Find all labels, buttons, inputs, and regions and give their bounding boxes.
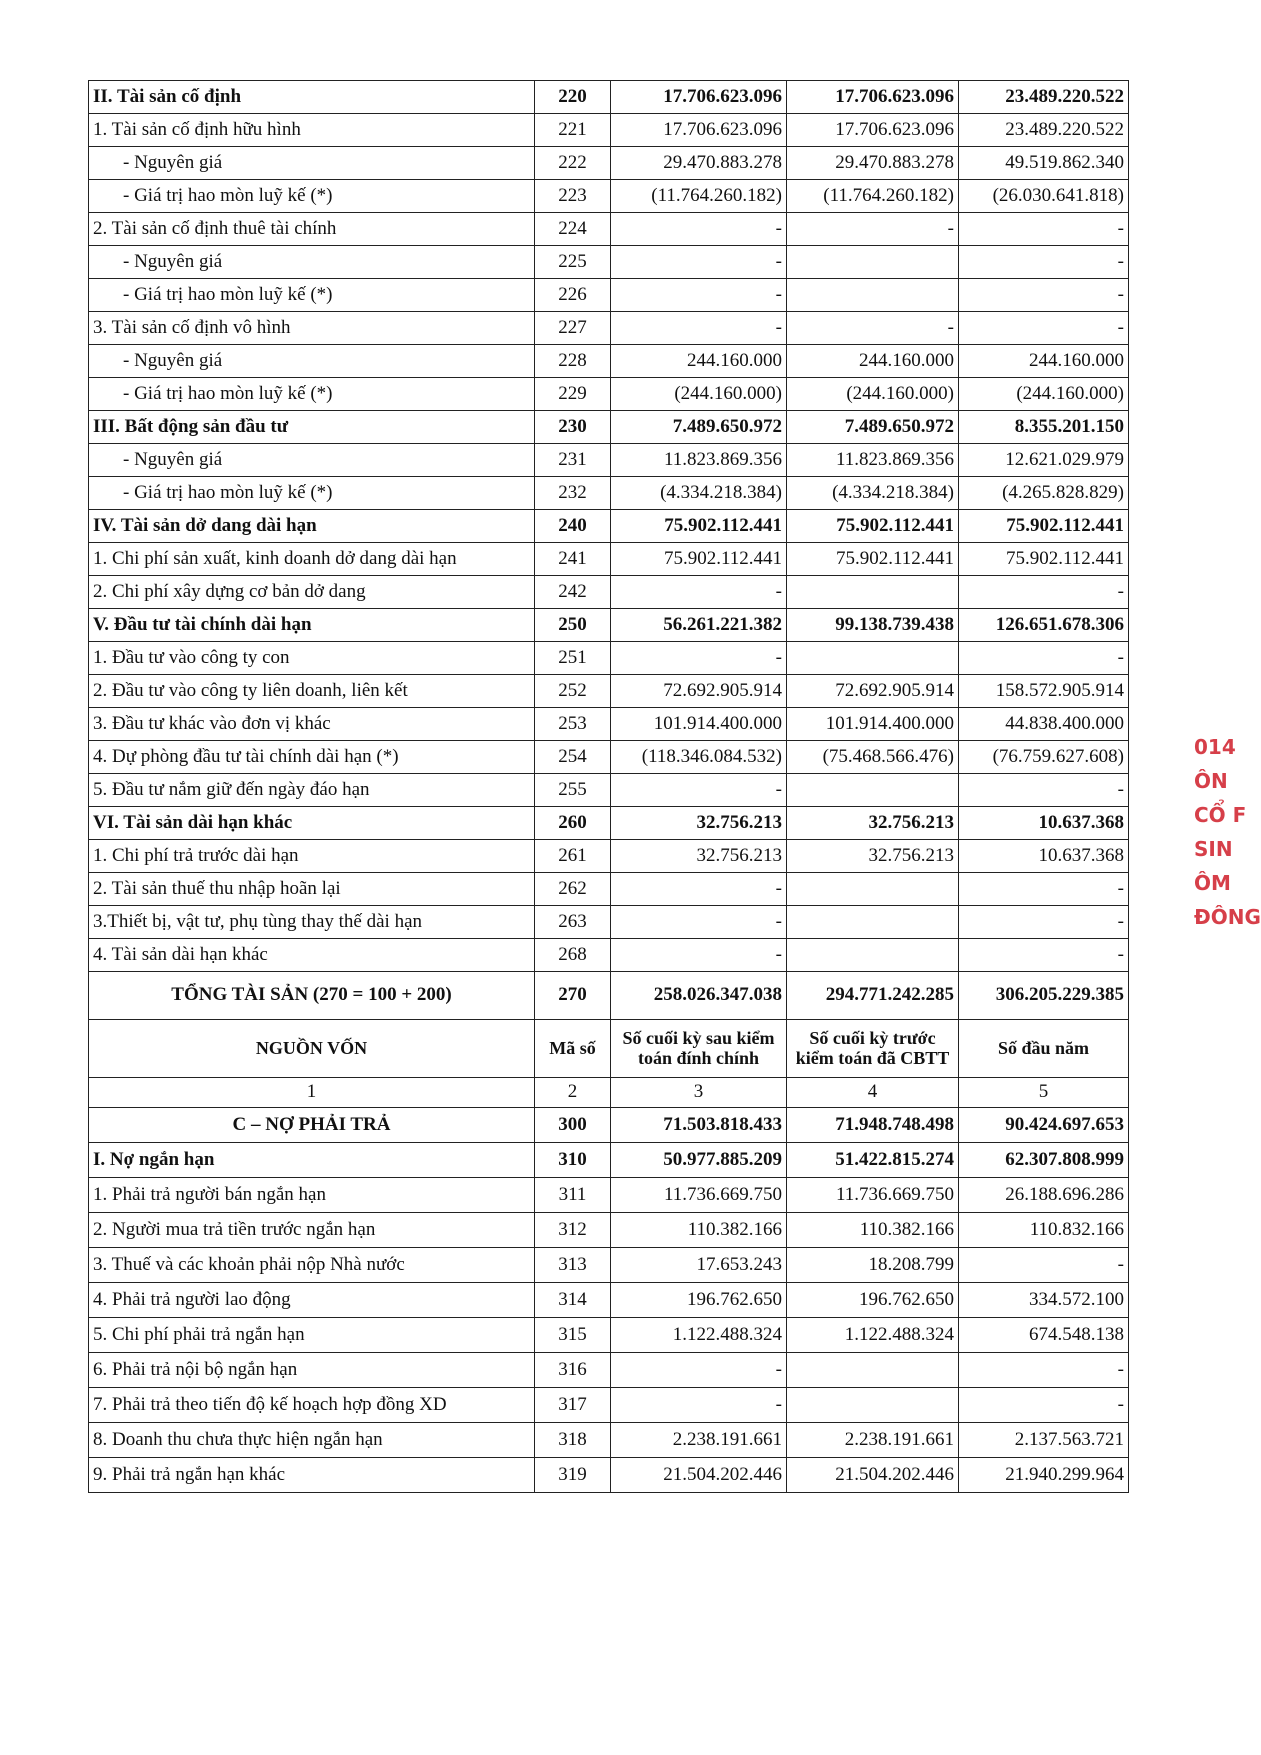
row-code: 313 — [535, 1248, 611, 1283]
row-value-col5: - — [959, 1388, 1129, 1423]
asset-row — [89, 180, 1129, 213]
row-value-col3: 56.261.221.382 — [611, 609, 787, 642]
asset-row — [89, 609, 1129, 642]
row-label: II. Tài sản cố định — [89, 81, 535, 114]
stamp-text: ÔN — [1194, 769, 1228, 793]
index-2: 2 — [535, 1078, 611, 1108]
row-value-col4: 21.504.202.446 — [787, 1458, 959, 1493]
row-label: 9. Phải trả ngắn hạn khác — [89, 1458, 535, 1493]
row-value-col3: - — [611, 1388, 787, 1423]
liability-row — [89, 1213, 1129, 1248]
row-value-col3: 7.489.650.972 — [611, 411, 787, 444]
asset-row — [89, 246, 1129, 279]
row-value-col5: - — [959, 873, 1129, 906]
row-code: 263 — [535, 906, 611, 939]
row-value-col4: (11.764.260.182) — [787, 180, 959, 213]
row-value-col5: - — [959, 939, 1129, 972]
asset-row — [89, 147, 1129, 180]
row-label: 3. Tài sản cố định vô hình — [89, 312, 535, 345]
row-label: - Giá trị hao mòn luỹ kế (*) — [89, 378, 535, 411]
row-label: 8. Doanh thu chưa thực hiện ngắn hạn — [89, 1423, 535, 1458]
stamp-text: ĐÔNG — [1194, 905, 1261, 929]
row-value-col5: - — [959, 774, 1129, 807]
row-code: 227 — [535, 312, 611, 345]
row-value-col4: 11.823.869.356 — [787, 444, 959, 477]
asset-row — [89, 345, 1129, 378]
row-value-col5: 674.548.138 — [959, 1318, 1129, 1353]
row-value-col4: 110.382.166 — [787, 1213, 959, 1248]
row-value-col3: - — [611, 279, 787, 312]
row-code: 250 — [535, 609, 611, 642]
row-value-col5: - — [959, 642, 1129, 675]
row-value-col4 — [787, 906, 959, 939]
row-code: 222 — [535, 147, 611, 180]
row-value-col3: 32.756.213 — [611, 840, 787, 873]
row-value-col3: 11.736.669.750 — [611, 1178, 787, 1213]
asset-rows — [89, 81, 1129, 972]
row-value-col5: 62.307.808.999 — [959, 1143, 1129, 1178]
row-label: 1. Chi phí sản xuất, kinh doanh dở dang dài hạn — [89, 543, 535, 576]
index-4: 4 — [787, 1078, 959, 1108]
row-code: 300 — [535, 1108, 611, 1143]
row-value-col3: 50.977.885.209 — [611, 1143, 787, 1178]
row-code: 317 — [535, 1388, 611, 1423]
row-label: 2. Chi phí xây dựng cơ bản dở dang — [89, 576, 535, 609]
row-code: 311 — [535, 1178, 611, 1213]
asset-row — [89, 675, 1129, 708]
row-value-col5: (76.759.627.608) — [959, 741, 1129, 774]
row-value-col5: 23.489.220.522 — [959, 114, 1129, 147]
asset-row — [89, 213, 1129, 246]
row-value-col4 — [787, 642, 959, 675]
asset-row — [89, 81, 1129, 114]
balance-sheet — [88, 80, 1128, 1493]
row-value-col3: - — [611, 312, 787, 345]
row-value-col3: 244.160.000 — [611, 345, 787, 378]
asset-row — [89, 840, 1129, 873]
stamp-text: 014 — [1194, 735, 1236, 759]
row-label: 3.Thiết bị, vật tư, phụ tùng thay thế dài hạn — [89, 906, 535, 939]
row-code: 230 — [535, 411, 611, 444]
row-value-col5: - — [959, 213, 1129, 246]
row-label: 2. Đầu tư vào công ty liên doanh, liên kết — [89, 675, 535, 708]
row-value-col3: 72.692.905.914 — [611, 675, 787, 708]
row-label: 2. Tài sản thuế thu nhập hoãn lại — [89, 873, 535, 906]
row-value-col4: 75.902.112.441 — [787, 510, 959, 543]
row-label: - Giá trị hao mòn luỹ kế (*) — [89, 477, 535, 510]
row-value-col5: 8.355.201.150 — [959, 411, 1129, 444]
row-value-col3: 110.382.166 — [611, 1213, 787, 1248]
row-value-col5: (244.160.000) — [959, 378, 1129, 411]
row-code: 260 — [535, 807, 611, 840]
total-assets-c4: 294.771.242.285 — [787, 972, 959, 1020]
row-label: - Nguyên giá — [89, 246, 535, 279]
row-value-col3: - — [611, 1353, 787, 1388]
row-code: 312 — [535, 1213, 611, 1248]
row-label: 3. Thuế và các khoản phải nộp Nhà nước — [89, 1248, 535, 1283]
row-code: 261 — [535, 840, 611, 873]
row-value-col4: 32.756.213 — [787, 840, 959, 873]
row-value-col4 — [787, 1388, 959, 1423]
row-label: - Giá trị hao mòn luỹ kế (*) — [89, 180, 535, 213]
asset-row — [89, 444, 1129, 477]
total-assets-label: TỔNG TÀI SẢN (270 = 100 + 200) — [89, 972, 535, 1020]
row-value-col3: (118.346.084.532) — [611, 741, 787, 774]
asset-row — [89, 873, 1129, 906]
total-assets-row — [89, 972, 1129, 1020]
asset-row — [89, 708, 1129, 741]
liability-row — [89, 1178, 1129, 1213]
row-value-col3: 21.504.202.446 — [611, 1458, 787, 1493]
row-code: 224 — [535, 213, 611, 246]
row-code: 229 — [535, 378, 611, 411]
asset-row — [89, 510, 1129, 543]
asset-row — [89, 411, 1129, 444]
row-code: 241 — [535, 543, 611, 576]
stamp-text: ÔM — [1194, 871, 1231, 895]
row-value-col3: 29.470.883.278 — [611, 147, 787, 180]
row-code: 268 — [535, 939, 611, 972]
row-value-col4: 71.948.748.498 — [787, 1108, 959, 1143]
index-3: 3 — [611, 1078, 787, 1108]
row-value-col5: 90.424.697.653 — [959, 1108, 1129, 1143]
row-value-col5: - — [959, 246, 1129, 279]
row-label: 3. Đầu tư khác vào đơn vị khác — [89, 708, 535, 741]
row-label: I. Nợ ngắn hạn — [89, 1143, 535, 1178]
row-value-col5: - — [959, 1353, 1129, 1388]
asset-row — [89, 939, 1129, 972]
stamp-text: CỔ F — [1194, 803, 1247, 827]
row-value-col5: 2.137.563.721 — [959, 1423, 1129, 1458]
row-value-col5: 75.902.112.441 — [959, 510, 1129, 543]
asset-row — [89, 576, 1129, 609]
header-col4: Số cuối kỳ trước kiểm toán đã CBTT — [787, 1020, 959, 1078]
liability-row — [89, 1283, 1129, 1318]
row-value-col5: 75.902.112.441 — [959, 543, 1129, 576]
row-value-col3: - — [611, 774, 787, 807]
liability-row — [89, 1248, 1129, 1283]
row-value-col4: - — [787, 312, 959, 345]
row-label: III. Bất động sản đầu tư — [89, 411, 535, 444]
row-label: - Nguyên giá — [89, 147, 535, 180]
row-value-col4: 244.160.000 — [787, 345, 959, 378]
row-label: 2. Người mua trả tiền trước ngắn hạn — [89, 1213, 535, 1248]
row-value-col4: 32.756.213 — [787, 807, 959, 840]
row-code: 319 — [535, 1458, 611, 1493]
row-value-col4 — [787, 246, 959, 279]
asset-row — [89, 114, 1129, 147]
row-code: 255 — [535, 774, 611, 807]
row-value-col5: 158.572.905.914 — [959, 675, 1129, 708]
row-code: 220 — [535, 81, 611, 114]
row-label: 4. Tài sản dài hạn khác — [89, 939, 535, 972]
row-value-col5: 10.637.368 — [959, 807, 1129, 840]
asset-row — [89, 642, 1129, 675]
row-code: 318 — [535, 1423, 611, 1458]
row-value-col4: (244.160.000) — [787, 378, 959, 411]
row-value-col4: 11.736.669.750 — [787, 1178, 959, 1213]
row-label: - Giá trị hao mòn luỹ kế (*) — [89, 279, 535, 312]
row-value-col5: - — [959, 279, 1129, 312]
row-value-col3: - — [611, 906, 787, 939]
row-value-col5: 26.188.696.286 — [959, 1178, 1129, 1213]
row-value-col4 — [787, 1353, 959, 1388]
liability-row — [89, 1458, 1129, 1493]
row-value-col4 — [787, 279, 959, 312]
row-value-col4: 7.489.650.972 — [787, 411, 959, 444]
row-value-col3: 71.503.818.433 — [611, 1108, 787, 1143]
asset-row — [89, 807, 1129, 840]
row-label: 1. Phải trả người bán ngắn hạn — [89, 1178, 535, 1213]
row-value-col5: - — [959, 906, 1129, 939]
row-label: 5. Chi phí phải trả ngắn hạn — [89, 1318, 535, 1353]
row-value-col3: - — [611, 873, 787, 906]
row-value-col4 — [787, 774, 959, 807]
row-value-col4: 196.762.650 — [787, 1283, 959, 1318]
row-value-col5: - — [959, 576, 1129, 609]
liability-row — [89, 1388, 1129, 1423]
row-value-col5: 334.572.100 — [959, 1283, 1129, 1318]
asset-row — [89, 774, 1129, 807]
row-label: 4. Dự phòng đầu tư tài chính dài hạn (*) — [89, 741, 535, 774]
row-code: 314 — [535, 1283, 611, 1318]
row-value-col5: - — [959, 312, 1129, 345]
row-value-col4: 99.138.739.438 — [787, 609, 959, 642]
liability-row — [89, 1423, 1129, 1458]
row-value-col3: 1.122.488.324 — [611, 1318, 787, 1353]
row-label: 4. Phải trả người lao động — [89, 1283, 535, 1318]
row-value-col3: (11.764.260.182) — [611, 180, 787, 213]
row-value-col4 — [787, 873, 959, 906]
row-code: 228 — [535, 345, 611, 378]
stamp-text: SIN — [1194, 837, 1233, 861]
row-value-col3: - — [611, 246, 787, 279]
row-code: 253 — [535, 708, 611, 741]
row-code: 251 — [535, 642, 611, 675]
liability-row — [89, 1353, 1129, 1388]
row-value-col5: 12.621.029.979 — [959, 444, 1129, 477]
row-value-col4: 51.422.815.274 — [787, 1143, 959, 1178]
row-value-col5: 110.832.166 — [959, 1213, 1129, 1248]
row-value-col4: 17.706.623.096 — [787, 81, 959, 114]
row-label: 5. Đầu tư nắm giữ đến ngày đáo hạn — [89, 774, 535, 807]
asset-row — [89, 279, 1129, 312]
row-value-col3: - — [611, 642, 787, 675]
row-value-col4: 1.122.488.324 — [787, 1318, 959, 1353]
row-label: 1. Đầu tư vào công ty con — [89, 642, 535, 675]
row-value-col3: 196.762.650 — [611, 1283, 787, 1318]
row-code: 242 — [535, 576, 611, 609]
header-row — [89, 1020, 1129, 1078]
row-value-col4: (4.334.218.384) — [787, 477, 959, 510]
row-label: 7. Phải trả theo tiến độ kế hoạch hợp đồng XD — [89, 1388, 535, 1423]
total-assets-c3: 258.026.347.038 — [611, 972, 787, 1020]
row-label: VI. Tài sản dài hạn khác — [89, 807, 535, 840]
row-code: 254 — [535, 741, 611, 774]
row-value-col5: - — [959, 1248, 1129, 1283]
header-col3: Số cuối kỳ sau kiểm toán đính chính — [611, 1020, 787, 1078]
row-value-col4: 18.208.799 — [787, 1248, 959, 1283]
asset-row — [89, 543, 1129, 576]
row-value-col4: - — [787, 213, 959, 246]
row-value-col3: 75.902.112.441 — [611, 510, 787, 543]
row-value-col5: 23.489.220.522 — [959, 81, 1129, 114]
header-col1: NGUỒN VỐN — [89, 1020, 535, 1078]
row-value-col3: 101.914.400.000 — [611, 708, 787, 741]
row-value-col4: 101.914.400.000 — [787, 708, 959, 741]
row-label: C – NỢ PHẢI TRẢ — [89, 1108, 535, 1143]
row-code: 231 — [535, 444, 611, 477]
row-label: 6. Phải trả nội bộ ngắn hạn — [89, 1353, 535, 1388]
row-label: 1. Chi phí trả trước dài hạn — [89, 840, 535, 873]
row-value-col3: (244.160.000) — [611, 378, 787, 411]
row-value-col4: 17.706.623.096 — [787, 114, 959, 147]
row-label: IV. Tài sản dở dang dài hạn — [89, 510, 535, 543]
row-label: 2. Tài sản cố định thuê tài chính — [89, 213, 535, 246]
row-value-col3: 11.823.869.356 — [611, 444, 787, 477]
row-label: - Nguyên giá — [89, 444, 535, 477]
row-value-col5: (26.030.641.818) — [959, 180, 1129, 213]
row-value-col3: - — [611, 939, 787, 972]
asset-row — [89, 741, 1129, 774]
row-label: 1. Tài sản cố định hữu hình — [89, 114, 535, 147]
row-code: 262 — [535, 873, 611, 906]
row-value-col5: 21.940.299.964 — [959, 1458, 1129, 1493]
row-value-col3: - — [611, 213, 787, 246]
liability-rows — [89, 1108, 1129, 1493]
row-code: 240 — [535, 510, 611, 543]
row-value-col4: 75.902.112.441 — [787, 543, 959, 576]
row-value-col5: 49.519.862.340 — [959, 147, 1129, 180]
index-1: 1 — [89, 1078, 535, 1108]
row-value-col3: 17.653.243 — [611, 1248, 787, 1283]
header-col5: Số đầu năm — [959, 1020, 1129, 1078]
row-code: 225 — [535, 246, 611, 279]
row-value-col4: 29.470.883.278 — [787, 147, 959, 180]
row-value-col4: 72.692.905.914 — [787, 675, 959, 708]
row-value-col4: (75.468.566.476) — [787, 741, 959, 774]
row-value-col4 — [787, 576, 959, 609]
row-code: 316 — [535, 1353, 611, 1388]
row-value-col3: 17.706.623.096 — [611, 114, 787, 147]
row-value-col4 — [787, 939, 959, 972]
row-code: 310 — [535, 1143, 611, 1178]
index-row — [89, 1078, 1129, 1108]
index-5: 5 — [959, 1078, 1129, 1108]
asset-row — [89, 378, 1129, 411]
row-value-col3: (4.334.218.384) — [611, 477, 787, 510]
row-label: V. Đầu tư tài chính dài hạn — [89, 609, 535, 642]
liability-row — [89, 1318, 1129, 1353]
row-value-col5: (4.265.828.829) — [959, 477, 1129, 510]
balance-sheet-table — [88, 80, 1129, 1493]
company-seal-stamp — [1194, 730, 1261, 960]
row-code: 315 — [535, 1318, 611, 1353]
row-code: 226 — [535, 279, 611, 312]
row-value-col3: 75.902.112.441 — [611, 543, 787, 576]
row-value-col5: 44.838.400.000 — [959, 708, 1129, 741]
asset-row — [89, 312, 1129, 345]
row-value-col3: 32.756.213 — [611, 807, 787, 840]
total-assets-c5: 306.205.229.385 — [959, 972, 1129, 1020]
liability-row — [89, 1108, 1129, 1143]
row-value-col4: 2.238.191.661 — [787, 1423, 959, 1458]
row-value-col5: 244.160.000 — [959, 345, 1129, 378]
row-value-col3: 17.706.623.096 — [611, 81, 787, 114]
header-col2: Mã số — [535, 1020, 611, 1078]
row-code: 221 — [535, 114, 611, 147]
row-value-col3: 2.238.191.661 — [611, 1423, 787, 1458]
asset-row — [89, 477, 1129, 510]
row-value-col5: 10.637.368 — [959, 840, 1129, 873]
row-value-col5: 126.651.678.306 — [959, 609, 1129, 642]
row-code: 252 — [535, 675, 611, 708]
row-value-col3: - — [611, 576, 787, 609]
liability-row — [89, 1143, 1129, 1178]
row-code: 223 — [535, 180, 611, 213]
row-label: - Nguyên giá — [89, 345, 535, 378]
asset-row — [89, 906, 1129, 939]
total-assets-code: 270 — [535, 972, 611, 1020]
row-code: 232 — [535, 477, 611, 510]
